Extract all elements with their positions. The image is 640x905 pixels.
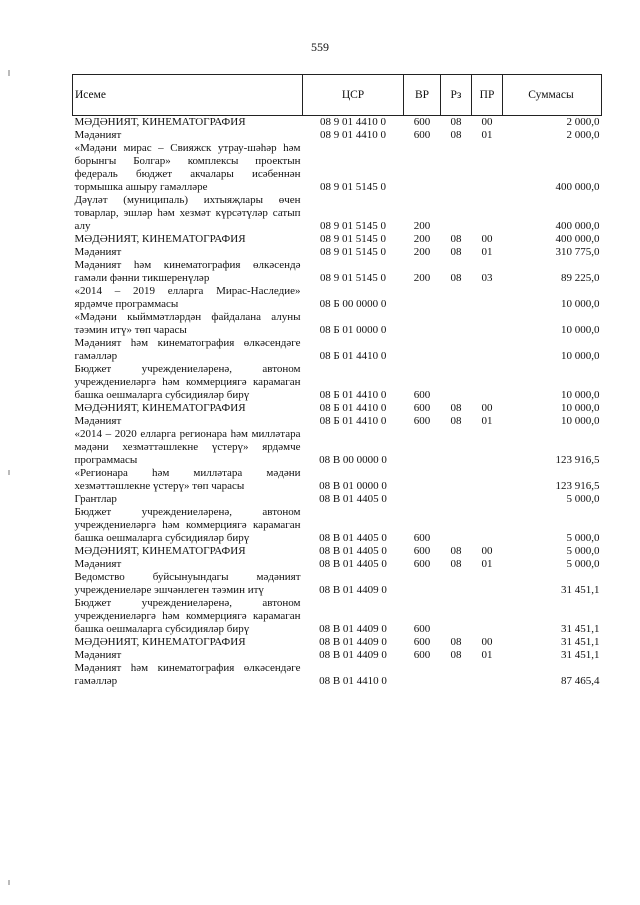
cell-sum: 10 000,0 [561,402,600,414]
cell-name: Мәдәният [74,558,122,570]
table-row [73,285,602,311]
cell-vr: 600 [413,116,431,128]
cell-rz [441,311,472,337]
table-row [73,545,602,558]
cell-sum: 2 000,0 [566,116,600,128]
cell-pr [472,597,503,636]
table-header-row [73,75,602,116]
cell-name: Дәүләт (муниципаль) ихтыяҗлары өчен товарлар, эшләр һәм хезмәт күрсәтүләр сатып алу [74,194,301,232]
cell-sum: 10 000,0 [561,324,600,336]
cell-csr: 08 9 01 5145 0 [320,220,386,232]
cell-name: Мәдәният [74,649,122,661]
cell-sum: 2 000,0 [566,129,600,141]
cell-sum: 5 000,0 [566,545,600,557]
cell-vr: 200 [413,220,431,232]
cell-pr [472,493,503,506]
table-row [73,116,602,130]
cell-name: «Регионара һәм милләтара мәдәни хезмәттәшлекне үстерү» төп чарасы [74,467,301,492]
cell-name: Бюджет учреждениеләренә, автоном учреждениеләргә һәм коммерциягә карамаган башка оешмаларга субсидияләр бирү [74,506,301,544]
cell-pr [472,194,503,233]
cell-vr: 600 [413,532,431,544]
table-row [73,493,602,506]
table-row [73,597,602,636]
cell-rz: 08 [450,636,462,648]
cell-pr: 01 [481,415,493,427]
cell-csr: 08 9 01 5145 0 [320,181,386,193]
table-row [73,506,602,545]
cell-csr: 08 9 01 5145 0 [320,233,386,245]
cell-csr: 08 Б 01 4410 0 [319,415,387,427]
cell-vr: 600 [413,558,431,570]
table-row [73,259,602,285]
cell-sum: 31 451,1 [561,584,600,596]
cell-rz: 08 [450,116,462,128]
cell-pr: 00 [481,402,493,414]
cell-vr: 200 [413,272,431,284]
cell-pr: 00 [481,636,493,648]
cell-rz [441,493,472,506]
table-row [73,636,602,649]
cell-sum: 89 225,0 [561,272,600,284]
cell-pr [472,337,503,363]
cell-csr: 08 9 01 5145 0 [320,246,386,258]
cell-name: «2014 – 2020 елларга регионара һәм милләтара мәдәни хезмәттәшлекне үстерү» ярдәмче программасы [74,428,301,466]
cell-name: МӘДӘНИЯТ, КИНЕМАТОГРАФИЯ [74,636,246,648]
cell-rz: 08 [450,545,462,557]
header-vr: ВР [404,75,441,116]
cell-pr [472,571,503,597]
cell-csr: 08 В 01 0000 0 [319,480,387,492]
cell-pr [472,311,503,337]
cell-vr: 600 [413,389,431,401]
table-row [73,233,602,246]
cell-sum: 10 000,0 [561,389,600,401]
table-row [73,142,602,194]
margin-mark [8,470,10,475]
cell-name: МӘДӘНИЯТ, КИНЕМАТОГРАФИЯ [74,233,246,245]
cell-vr: 600 [413,623,431,635]
cell-sum: 31 451,1 [561,649,600,661]
cell-pr [472,285,503,311]
cell-rz [441,285,472,311]
cell-csr: 08 Б 01 4410 0 [319,389,387,401]
cell-csr: 08 Б 01 4410 0 [319,402,387,414]
header-pr: ПР [472,75,503,116]
cell-name: Мәдәният [74,246,122,258]
cell-vr: 600 [413,415,431,427]
cell-sum: 310 775,0 [555,246,600,258]
cell-rz: 08 [450,129,462,141]
cell-rz: 08 [450,233,462,245]
cell-pr: 01 [481,246,493,258]
table-row [73,246,602,259]
cell-rz: 08 [450,558,462,570]
cell-rz: 08 [450,272,462,284]
cell-vr [404,571,441,597]
cell-pr: 00 [481,116,493,128]
header-name: Исеме [73,75,303,116]
header-rz: Рз [441,75,472,116]
page-number: 559 [311,40,329,54]
cell-pr: 01 [481,129,493,141]
cell-rz [441,662,472,688]
table-row [73,402,602,415]
cell-name: Грантлар [74,493,117,505]
cell-rz [441,597,472,636]
cell-vr: 600 [413,129,431,141]
cell-rz: 08 [450,246,462,258]
cell-name: Мәдәният һәм кинематография өлкәсендә гамәли фәнни тикшеренүләр [74,259,301,284]
table-row [73,662,602,688]
cell-rz [441,142,472,194]
cell-name: «Мәдәни кыйммәтләрдән файдалана алуны тәэмин итү» төп чарасы [74,311,301,336]
cell-pr: 03 [481,272,493,284]
cell-pr: 01 [481,558,493,570]
cell-csr: 08 В 00 0000 0 [319,454,387,466]
cell-sum: 87 465,4 [561,675,600,687]
cell-vr: 600 [413,545,431,557]
cell-rz [441,467,472,493]
table-row [73,428,602,467]
table-row [73,649,602,662]
cell-csr: 08 В 01 4409 0 [319,636,387,648]
margin-mark [8,880,10,885]
table-row [73,467,602,493]
cell-csr: 08 В 01 4405 0 [319,493,387,505]
cell-name: Мәдәният һәм кинематография өлкәсендәге гамәлләр [74,662,301,687]
table-body [73,116,602,689]
cell-vr [404,662,441,688]
cell-csr: 08 В 01 4405 0 [319,532,387,544]
table-row [73,363,602,402]
cell-vr [404,311,441,337]
cell-csr: 08 В 01 4405 0 [319,558,387,570]
cell-vr: 600 [413,636,431,648]
cell-pr [472,467,503,493]
cell-rz: 08 [450,402,462,414]
cell-name: Мәдәният [74,129,122,141]
cell-pr [472,428,503,467]
cell-sum: 5 000,0 [566,493,600,505]
cell-sum: 31 451,1 [561,623,600,635]
cell-pr [472,506,503,545]
cell-csr: 08 В 01 4409 0 [319,649,387,661]
cell-name: «2014 – 2019 елларга Мирас-Наследие» ярдәмче программасы [74,285,301,310]
cell-pr [472,662,503,688]
cell-pr [472,142,503,194]
cell-name: МӘДӘНИЯТ, КИНЕМАТОГРАФИЯ [74,402,246,414]
cell-rz [441,363,472,402]
cell-csr: 08 9 01 5145 0 [320,272,386,284]
table-row [73,194,602,233]
cell-csr: 08 В 01 4405 0 [319,545,387,557]
cell-vr [404,337,441,363]
cell-sum: 123 916,5 [555,480,600,492]
cell-vr [404,428,441,467]
cell-vr: 600 [413,649,431,661]
table-row [73,415,602,428]
cell-csr: 08 В 01 4409 0 [319,584,387,596]
table-row [73,337,602,363]
cell-vr: 200 [413,233,431,245]
cell-sum: 5 000,0 [566,558,600,570]
cell-csr: 08 Б 00 0000 0 [319,298,387,310]
cell-sum: 10 000,0 [561,415,600,427]
cell-rz [441,428,472,467]
cell-csr: 08 В 01 4410 0 [319,675,387,687]
cell-rz: 08 [450,415,462,427]
cell-csr: 08 В 01 4409 0 [319,623,387,635]
cell-sum: 10 000,0 [561,350,600,362]
cell-rz [441,506,472,545]
cell-sum: 400 000,0 [555,220,600,232]
cell-sum: 400 000,0 [555,233,600,245]
cell-name: Бюджет учреждениеләренә, автоном учреждениеләргә һәм коммерциягә карамаган башка оешмаларга субсидияләр бирү [74,363,301,401]
cell-pr: 00 [481,233,493,245]
cell-csr: 08 Б 01 4410 0 [319,350,387,362]
cell-name: Ведомство буйсынуындагы мәдәният учреждениеләре эшчәнлеген тәэмин итү [74,571,301,596]
table-row [73,311,602,337]
cell-name: Мәдәният [74,415,122,427]
cell-name: МӘДӘНИЯТ, КИНЕМАТОГРАФИЯ [74,545,246,557]
budget-table [72,74,602,688]
cell-vr: 600 [413,402,431,414]
cell-sum: 10 000,0 [561,298,600,310]
cell-vr [404,467,441,493]
cell-csr: 08 9 01 4410 0 [320,116,386,128]
cell-sum: 5 000,0 [566,532,600,544]
cell-sum: 31 451,1 [561,636,600,648]
cell-pr [472,363,503,402]
table-row [73,129,602,142]
cell-vr [404,493,441,506]
cell-pr: 01 [481,649,493,661]
cell-rz: 08 [450,649,462,661]
cell-csr: 08 Б 01 0000 0 [319,324,387,336]
cell-rz [441,194,472,233]
margin-mark [8,70,10,76]
cell-sum: 123 916,5 [555,454,600,466]
cell-name: «Мәдәни мирас – Свияжск утрау-шәһәр һәм борынгы Болгар» комплексы проектын федераль бюджет акчалары исәбеннән тормышка ашыру гамәлләре [74,142,301,193]
header-sum: Суммасы [503,75,602,116]
table-row [73,558,602,571]
cell-rz [441,337,472,363]
cell-rz [441,571,472,597]
cell-pr: 00 [481,545,493,557]
cell-name: Мәдәният һәм кинематография өлкәсендәге гамәлләр [74,337,301,362]
cell-vr [404,142,441,194]
cell-sum: 400 000,0 [555,181,600,193]
cell-csr: 08 9 01 4410 0 [320,129,386,141]
header-csr: ЦСР [303,75,404,116]
cell-name: МӘДӘНИЯТ, КИНЕМАТОГРАФИЯ [74,116,246,128]
table-row [73,571,602,597]
cell-vr [404,285,441,311]
cell-vr: 200 [413,246,431,258]
cell-name: Бюджет учреждениеләренә, автоном учреждениеләргә һәм коммерциягә карамаган башка оешмаларга субсидияләр бирү [74,597,301,635]
